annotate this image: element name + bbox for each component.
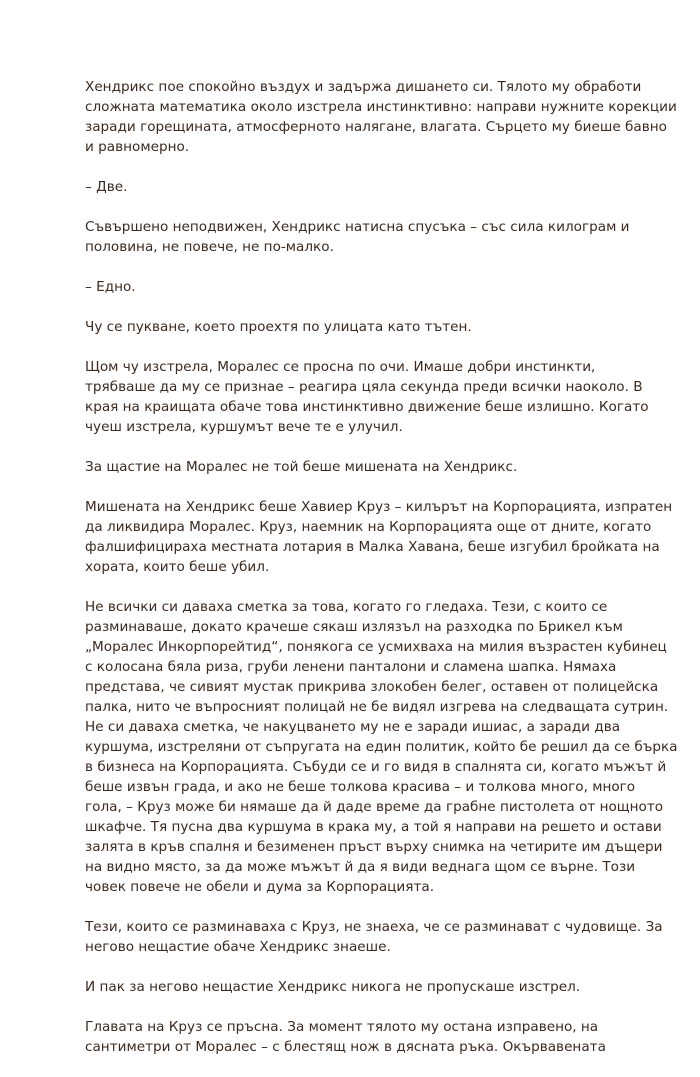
text-line: Съвършено неподвижен, Хендрикс натисна спусъка – със сила килограм и xyxy=(85,219,630,235)
text-line: куршума, изстреляни от съпругата на един политик, който бе решил да се бърка xyxy=(85,739,678,755)
paragraph xyxy=(85,277,625,297)
text-line: сложната математика около изстрела инстинктивно: направи нужните корекции xyxy=(85,99,677,115)
text-line: Щом чу изстрела, Моралес се просна по очи. Имаше добри инстинкти, xyxy=(85,359,596,375)
text-line: „Моралес Инкорпорейтид“, понякога се усмихваха на милия възрастен кубинец xyxy=(85,639,667,655)
paragraph xyxy=(85,977,625,997)
paragraph xyxy=(85,1017,625,1057)
text-line: залята в кръв спалня и безименен пръст върху снимка на четирите им дъщери xyxy=(85,839,663,855)
paragraph xyxy=(85,597,678,897)
text-line: И пак за негово нещастие Хендрикс никога не пропускаше изстрел. xyxy=(85,979,581,995)
paragraph xyxy=(85,317,625,337)
text-line: Не всички си даваха сметка за това, когато го гледаха. Тези, с които се xyxy=(85,599,608,615)
text-line: чуеш изстрела, куршумът вече те е улучил. xyxy=(85,419,403,435)
text-line: фалшифицираха местната лотария в Малка Хавана, беше изгубил бройката на xyxy=(85,539,660,555)
text-line: представа, че сивият мустак прикрива злокобен белег, оставен от полицейска xyxy=(85,679,659,695)
text-line: гола, – Круз може би нямаше да й даде време да грабне пистолета от нощното xyxy=(85,799,664,815)
paragraph xyxy=(85,217,630,257)
text-line: беше извън града, и ако не беше толкова красива – и толкова много, много xyxy=(85,779,636,795)
paragraph xyxy=(85,917,663,957)
text-line: сантиметри от Моралес – с блестящ нож в дясната ръка. Окървавената xyxy=(85,1039,606,1055)
text-line: Не си даваха сметка, че накуцването му не е заради ишиас, а заради два xyxy=(85,719,621,735)
paragraph xyxy=(85,457,625,477)
text-line: негово нещастие обаче Хендрикс знаеше. xyxy=(85,939,391,955)
text-line: и равномерно. xyxy=(85,139,190,155)
text-line: – Две. xyxy=(85,179,128,195)
text-line: палка, нито че въпросният полицай не бе видял изгрева на следващата сутрин. xyxy=(85,699,669,715)
text-line: с колосана бяла риза, груби ленени панталони и сламена шапка. Нямаха xyxy=(85,659,617,675)
text-line: хората, които беше убил. xyxy=(85,559,270,575)
text-line: човек повече не обели и дума за Корпорацията. xyxy=(85,879,435,895)
paragraph xyxy=(85,177,625,197)
text-line: Главата на Круз се пръсна. За момент тялото му остана изправено, на xyxy=(85,1019,599,1035)
text-line: заради горещината, атмосферното налягане, влагата. Сърцето му биеше бавно xyxy=(85,119,667,135)
text-line: края на краищата обаче това инстинктивно движение беше излишно. Когато xyxy=(85,399,649,415)
text-line: За щастие на Моралес не той беше мишената на Хендрикс. xyxy=(85,459,518,475)
text-line: на видно място, за да може мъжът й да я види веднага щом се върне. Този xyxy=(85,859,636,875)
paragraph xyxy=(85,77,677,157)
text-line: Чу се пукване, което проехтя по улицата като тътен. xyxy=(85,319,472,335)
paragraph xyxy=(85,357,649,437)
text-line: шкафче. Тя пусна два куршума в крака му, а той я направи на решето и остави xyxy=(85,819,662,835)
text-line: разминаваше, докато крачеше сякаш излязъл на разходка по Брикел към xyxy=(85,619,623,635)
text-line: Тези, които се разминаваха с Круз, не знаеха, че се разминават с чудовище. За xyxy=(85,919,663,935)
document-page xyxy=(85,77,678,1077)
text-line: Мишената на Хендрикс беше Хавиер Круз – килърът на Корпорацията, изпратен xyxy=(85,499,673,515)
text-line: трябваше да му се признае – реагира цяла секунда преди всички наоколо. В xyxy=(85,379,643,395)
text-line: Хендрикс пое спокойно въздух и задържа дишането си. Тялото му обработи xyxy=(85,79,642,95)
text-line: – Едно. xyxy=(85,279,136,295)
text-line: половина, не повече, не по-малко. xyxy=(85,239,334,255)
text-line: в бизнеса на Корпорацията. Събуди се и го видя в спалнята си, когато мъжът й xyxy=(85,759,667,775)
paragraph xyxy=(85,497,673,577)
text-line: да ликвидира Моралес. Круз, наемник на Корпорацията още от дните, когато xyxy=(85,519,652,535)
